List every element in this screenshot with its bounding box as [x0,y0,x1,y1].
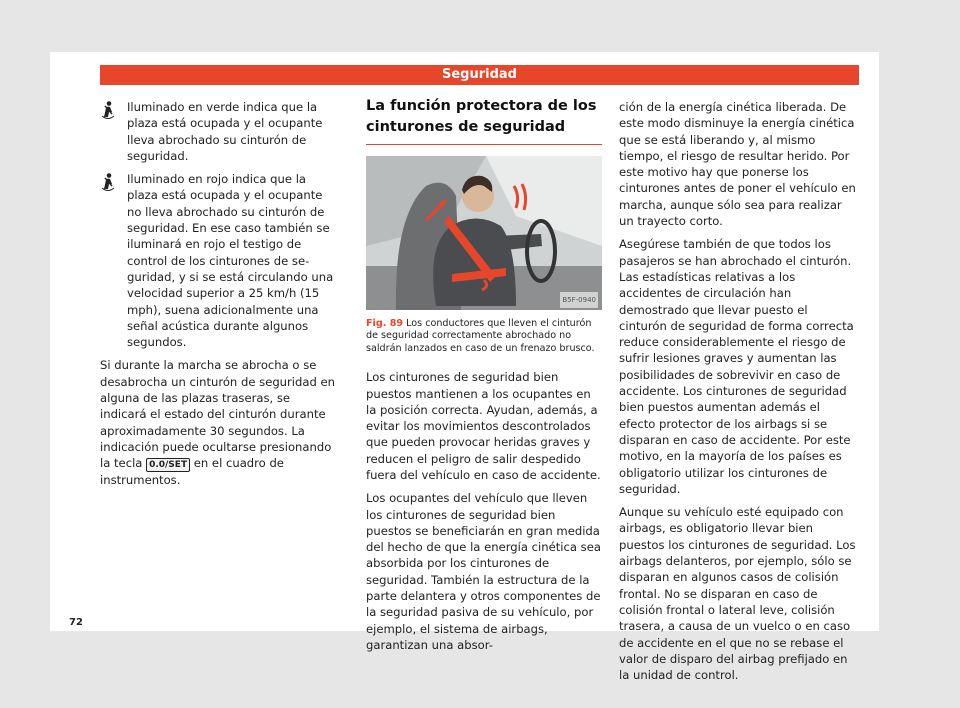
figure-id: B5F-0940 [560,292,598,308]
paragraph: ción de la energía cinética liberada. De este modo disminuye la energía cinética que se está liberando y, al mismo tiempo, el riesgo de resultar herido. Por este motivo hay que ponerse los cinturones antes de poner el vehículo en marcha, aunque sólo sea para realizar un trayecto corto. [619,100,856,229]
figure-label: Fig. 89 [366,318,404,329]
middle-column [366,96,602,660]
figure-caption: Fig. 89 Los conductores que lleven el cinturón de seguridad correctamente abrochado no saldrán lanzados en caso de un frenazo brusco. [366,318,595,354]
paragraph: Asegúrese también de que todos los pasajeros se han abrochado el cinturón. Las estadísticas relativas a los accidentes de circulación han demostrado que llevar puesto el cinturón de seguridad de forma correcta reduce considerablemente el riesgo de sufrir lesiones graves y aumentan las posibilidades de sobrevivir en caso de accidente. Los cinturones de seguridad bien puestos aumentan además el efecto protector de los airbags si se disparan en caso de accidente. Por este motivo, en la mayoría de los países es obligatorio utilizar los cinturones de seguridad. [619,237,854,496]
seatbelt-warning-icon [100,172,116,192]
item-text: Iluminado en verde indica que la plaza está ocupada y el ocupante lleva abrochado su cinturón de seguridad. [127,100,323,163]
item-text: Iluminado en rojo indica que la plaza está ocupada y el ocupante no lleva abrochado su cinturón de seguridad. En ese caso también se iluminará en rojo el testigo de control de los cinturones de seguridad, y si se está circulando una velocidad superior a 25 km/h (15 mph), suena adicionalmente una señal acústica durante algunos segundos. [127,172,334,350]
list-item [100,99,336,164]
paragraph: Los cinturones de seguridad bien puestos mantienen a los ocupantes en la posición correcta. Ayudan, además, a evitar los movimientos descontrolados que pueden provocar heridas graves y reducen el peligro de salir despedido fuera del vehículo en caso de accidente. [366,370,601,482]
figure-image [366,156,602,310]
paragraph: Aunque su vehículo esté equipado con airbags, es obligatorio llevar bien puestos los cinturones de seguridad. Los airbags delanteros, por ejemplo, sólo se disparan en algunos casos de colisión frontal. No se disparan en caso de colisión frontal o lateral leve, colisión trasera, a causa de un vuelco o en caso de accidente en el que no se rebase el valor de disparo del airbag prefijado en la unidad de control. [619,505,856,683]
list-item [100,171,336,350]
right-column [619,99,859,690]
seatbelt-occupied-icon [100,100,116,120]
rear-belt-paragraph: Si durante la marcha se abrocha o se desabrocha un cinturón de seguridad en alguna de las plazas traseras, se indicará el estado del cinturón durante aproximadamente 30 segundos. La indicación puede ocultarse presionando la tecla 0.0/SET en el cuadro de instrumentos. [100,358,336,488]
section-header: Seguridad [100,65,859,85]
section-title: La función protectora de los cinturones de seguridad [366,96,602,145]
left-column [100,99,336,496]
page-number: 72 [69,617,83,628]
reset-key-symbol: 0.0/SET [146,458,190,472]
driver-seatbelt-illustration [366,156,602,310]
paragraph: Los ocupantes del vehículo que lleven los cinturones de seguridad bien puestos se beneficiarán en gran medida del hecho de que la energía cinética sea absorbida por los cinturones de seguridad. También la estructura de la parte delantera y otros componentes de la seguridad pasiva de su vehículo, por ejemplo, el sistema de airbags, garantizan una absor- [366,491,601,652]
